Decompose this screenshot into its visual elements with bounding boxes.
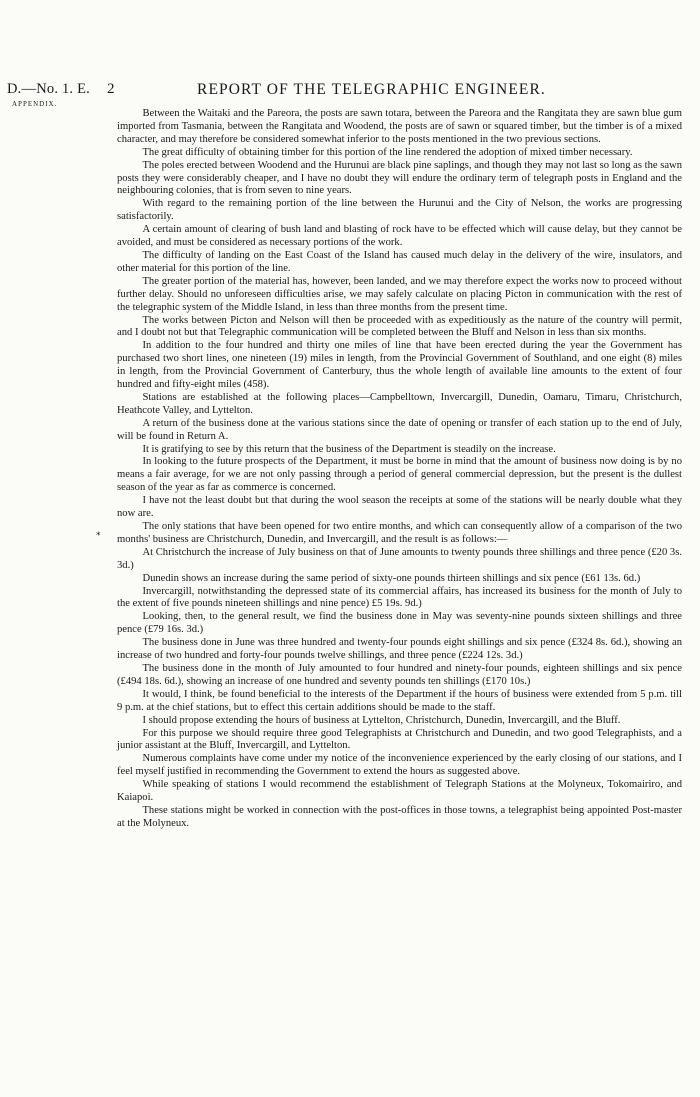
paragraph: The only stations that have been opened for two entire months, and which can consequently allow of a comparison of the two months' business are Christchurch, Dunedin, and Invercargill, and the result is as follows:— (117, 521, 682, 545)
report-body (117, 108, 682, 831)
paragraph: In looking to the future prospects of the Department, it must be borne in mind that the amount of business now doing is by no means a fair average, for we are not only passing through a period of general commercial depression, but the present is the dullest season of the year as far as commerce is concerned. (117, 456, 682, 494)
paragraph: Numerous complaints have come under my notice of the inconvenience experienced by the early closing of our stations, and I feel myself justified in recommending the Government to extend the hours as suggested above. (117, 753, 682, 778)
paragraph: Dunedin shows an increase during the same period of sixty-one pounds thirteen shillings and six pence (£61 13s. 6d.) (142, 572, 641, 584)
paragraph: Looking, then, to the general result, we find the business done in May was seventy-nine pounds sixteen shillings and three pence (£79 16s. 3d.) (117, 611, 682, 636)
paragraph: The business done in June was three hundred and twenty-four pounds eight shillings and six pence (£324 8s. 6d.), showing an increase of two hundred and forty-four pounds twelve shillings, and three pence (£224 12s. 3d.) (117, 637, 682, 662)
page-header (7, 81, 697, 101)
paragraph: A certain amount of clearing of bush land and blasting of rock have to be effected which will cause delay, but they cannot be avoided, and must be considered as necessary portions of the work. (117, 224, 682, 249)
document-reference: D.—No. 1. E. (7, 81, 90, 97)
paragraph: The poles erected between Woodend and the Hurunui are black pine saplings, and though they may not last so long as the sawn posts they were considerably cheaper, and I have no doubt they will endure the ordinary term of telegraph posts in England and the neighbouring colonies, that is from seven to nine years. (117, 159, 682, 197)
paragraph: Invercargill, notwithstanding the depressed state of its commercial affairs, has increased its business for the month of July to the extent of five pounds nineteen shillings and nine pence) £5 19s. 9d.) (117, 585, 682, 610)
paragraph: It would, I think, be found beneficial to the interests of the Department if the hours of business were extended from 5 p.m. till 9 p.m. at the chief stations, but to effect this certain additions should be made to the staff. (117, 688, 682, 713)
paragraph: In addition to the four hundred and thirty one miles of line that have been erected during the year the Government has purchased two short lines, one nineteen (19) miles in length, from the Provincial Government of Southland, and one eight (8) miles in length, from the Provincial Government of Canterbury, thus the whole length of available line amounts to the extent of four hundred and fifty-eight miles (458). (117, 340, 682, 391)
paragraph: A return of the business done at the various stations since the date of opening or transfer of each station up to the end of July, will be found in Return A. (117, 417, 682, 442)
appendix-label: APPENDIX. (12, 100, 58, 108)
margin-mark: * (96, 531, 101, 541)
paragraph: The works between Picton and Nelson will then be proceeded with as expeditiously as the nature of the country will permit, and I doubt not but that Telegraphic communication will be completed between the Bluff and Nelson in less than six months. (117, 314, 682, 339)
paragraph: I should propose extending the hours of business at Lyttelton, Christchurch, Dunedin, Invercargill, and the Bluff. (142, 714, 621, 726)
paragraph: I have not the least doubt but that during the wool season the receipts at some of the stations will be nearly double what they now are. (117, 495, 682, 520)
paragraph: The business done in the month of July amounted to four hundred and ninety-four pounds, eighteen shillings and six pence (£494 18s. 6d.), showing an increase of one hundred and seventy pounds ten shillings (£170 10s.) (117, 662, 682, 687)
paragraph: While speaking of stations I would recommend the establishment of Telegraph Stations at the Molyneux, Tokomairiro, and Kaiapoi. (117, 779, 682, 804)
paragraph: At Christchurch the increase of July business on that of June amounts to twenty pounds three shillings and three pence (£20 3s. 3d.) (117, 546, 682, 571)
paragraph: Stations are established at the following places—Campbelltown, Invercargill, Dunedin, Oamaru, Timaru, Christchurch, Heathcote Valley, and Lyttelton. (117, 391, 682, 416)
paragraph: The greater portion of the material has, however, been landed, and we may therefore expect the works now to proceed without further delay. Should no unforeseen difficulties arise, we may safely calculate on placing Picton in communication with the rest of the telegraphic system of the Middle Island, in less than three months from the present time. (117, 275, 682, 313)
paragraph: These stations might be worked in connection with the post-offices in those towns, a telegraphist being appointed Post-master at the Molyneux. (117, 804, 682, 829)
page-number: 2 (107, 81, 115, 97)
paragraph: With regard to the remaining portion of the line between the Hurunui and the City of Nelson, the works are progressing satisfactorily. (117, 198, 682, 223)
page-title: REPORT OF THE TELEGRAPHIC ENGINEER. (197, 81, 546, 98)
paragraph: It is gratifying to see by this return that the business of the Department is steadily on the increase. (142, 443, 556, 455)
paragraph: The great difficulty of obtaining timber for this portion of the line rendered the adoption of mixed timber necessary. (142, 146, 633, 158)
paragraph: Between the Waitaki and the Pareora, the posts are sawn totara, between the Pareora and the Rangitata they are sawn blue gum imported from Tasmania, between the Rangitata and Woodend, the posts are of sawn or squared timber, but the timber is of a mixed character, and may therefore be considered somewhat inferior to the posts mentioned in the two previous sections. (117, 108, 682, 145)
paragraph: For this purpose we should require three good Telegraphists at Christchurch and Dunedin, and two good Telegraphists, and a junior assistant at the Bluff, Invercargill, and Lyttelton. (117, 727, 682, 752)
paragraph: The difficulty of landing on the East Coast of the Island has caused much delay in the delivery of the wire, insulators, and other material for this portion of the line. (117, 249, 682, 274)
